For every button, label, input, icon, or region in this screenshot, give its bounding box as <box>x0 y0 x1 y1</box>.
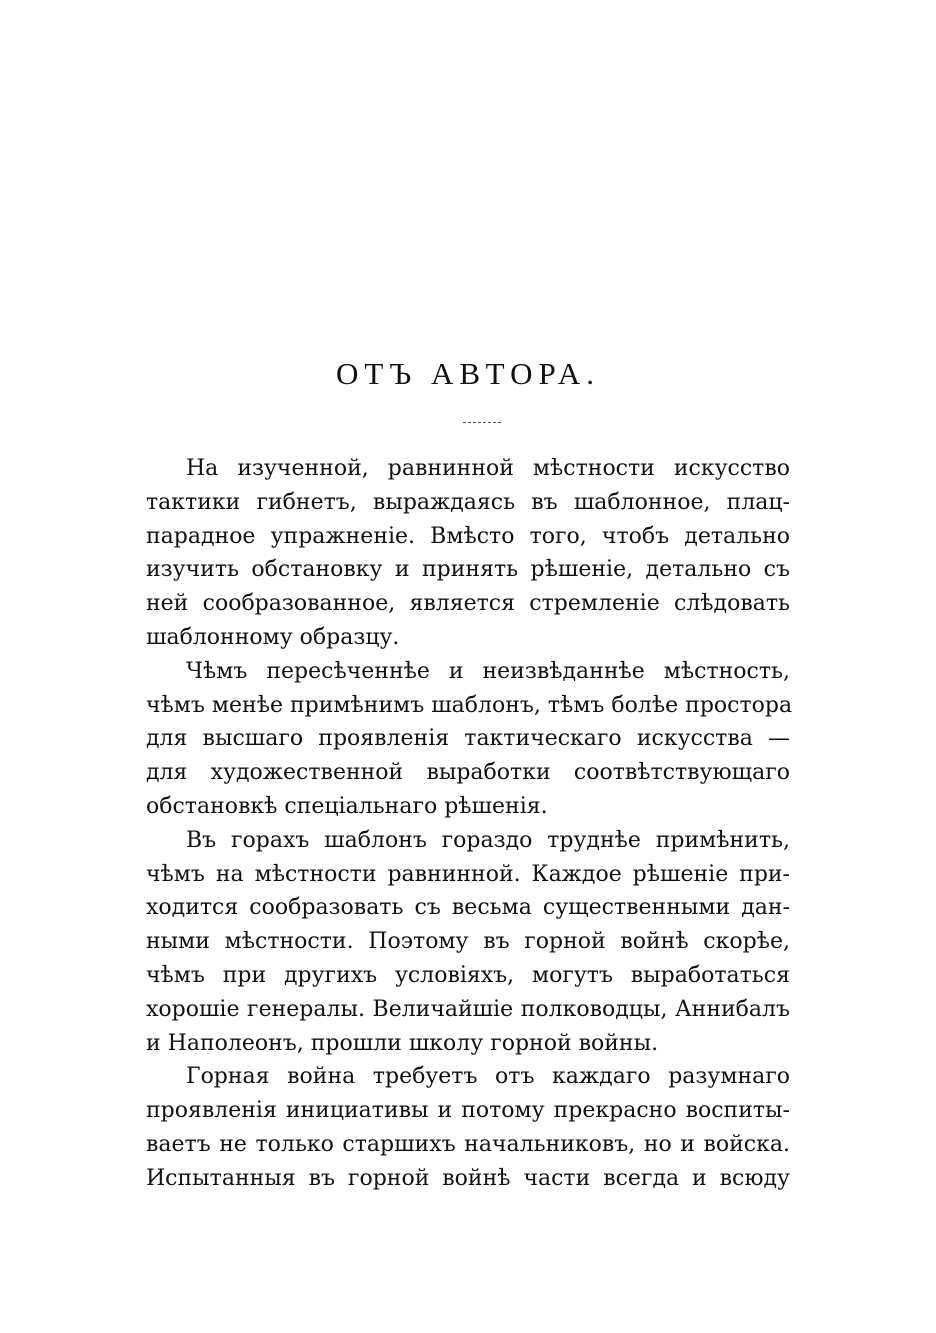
text-line: хорошіе генералы. Величайшіе полководцы, Аннибалъ <box>146 996 790 1022</box>
text-line: чѣмъ на мѣстности равнинной. Каждое рѣшеніе при- <box>146 861 790 887</box>
text-line: чѣмъ при другихъ условіяхъ, могутъ выработаться <box>146 962 790 988</box>
text-line: проявленія инициативы и потому прекрасно воспиты- <box>146 1098 790 1124</box>
text-line: изучить обстановку и принять рѣшеніе, детально съ <box>146 557 790 583</box>
text-line: Горная война требуетъ отъ каждаго разумнаго <box>186 1064 790 1090</box>
text-line: Въ горахъ шаблонъ гораздо труднѣе примѣнить, <box>186 827 790 853</box>
body-text <box>146 452 793 1196</box>
text-line: Испытанныя въ горной войнѣ части всегда и всюду <box>146 1165 790 1191</box>
text-line: и Наполеонъ, прошли школу горной войны. <box>146 1030 659 1056</box>
text-line: ходится сообразовать съ весьма существенными дан- <box>146 895 790 921</box>
text-line: ней сообразованное, является стремленіе слѣдовать <box>146 591 790 617</box>
paragraph <box>146 824 790 1061</box>
title-divider <box>463 422 501 423</box>
text-line: парадное упражненіе. Вмѣсто того, чтобъ детально <box>146 523 790 549</box>
text-line: для высшаго проявленія тактическаго искусства — <box>146 726 790 752</box>
text-line: На изученной, равнинной мѣстности искусство <box>186 456 790 481</box>
paragraph <box>146 452 790 655</box>
text-line: чѣмъ менѣе примѣнимъ шаблонъ, тѣмъ болѣе простора <box>146 692 793 718</box>
text-line: обстановкѣ спеціальнаго рѣшенія. <box>146 793 548 819</box>
text-line: шаблонному образцу. <box>146 624 400 650</box>
paragraph <box>146 655 793 824</box>
paragraph <box>146 1060 790 1195</box>
text-line: ными мѣстности. Поэтому въ горной войнѣ скорѣе, <box>146 929 790 955</box>
text-line: ваетъ не только старшихъ начальниковъ, но и войска. <box>146 1131 790 1157</box>
text-line: тактики гибнетъ, выраждаясь въ шаблонное, плац- <box>146 489 790 515</box>
page-title: ОТЪ АВТОРА. <box>336 356 600 391</box>
text-line: для художественной выработки соотвѣтствующаго <box>146 760 790 786</box>
text-line: Чѣмъ пересѣченнѣе и неизвѣданнѣе мѣстность, <box>186 658 790 684</box>
